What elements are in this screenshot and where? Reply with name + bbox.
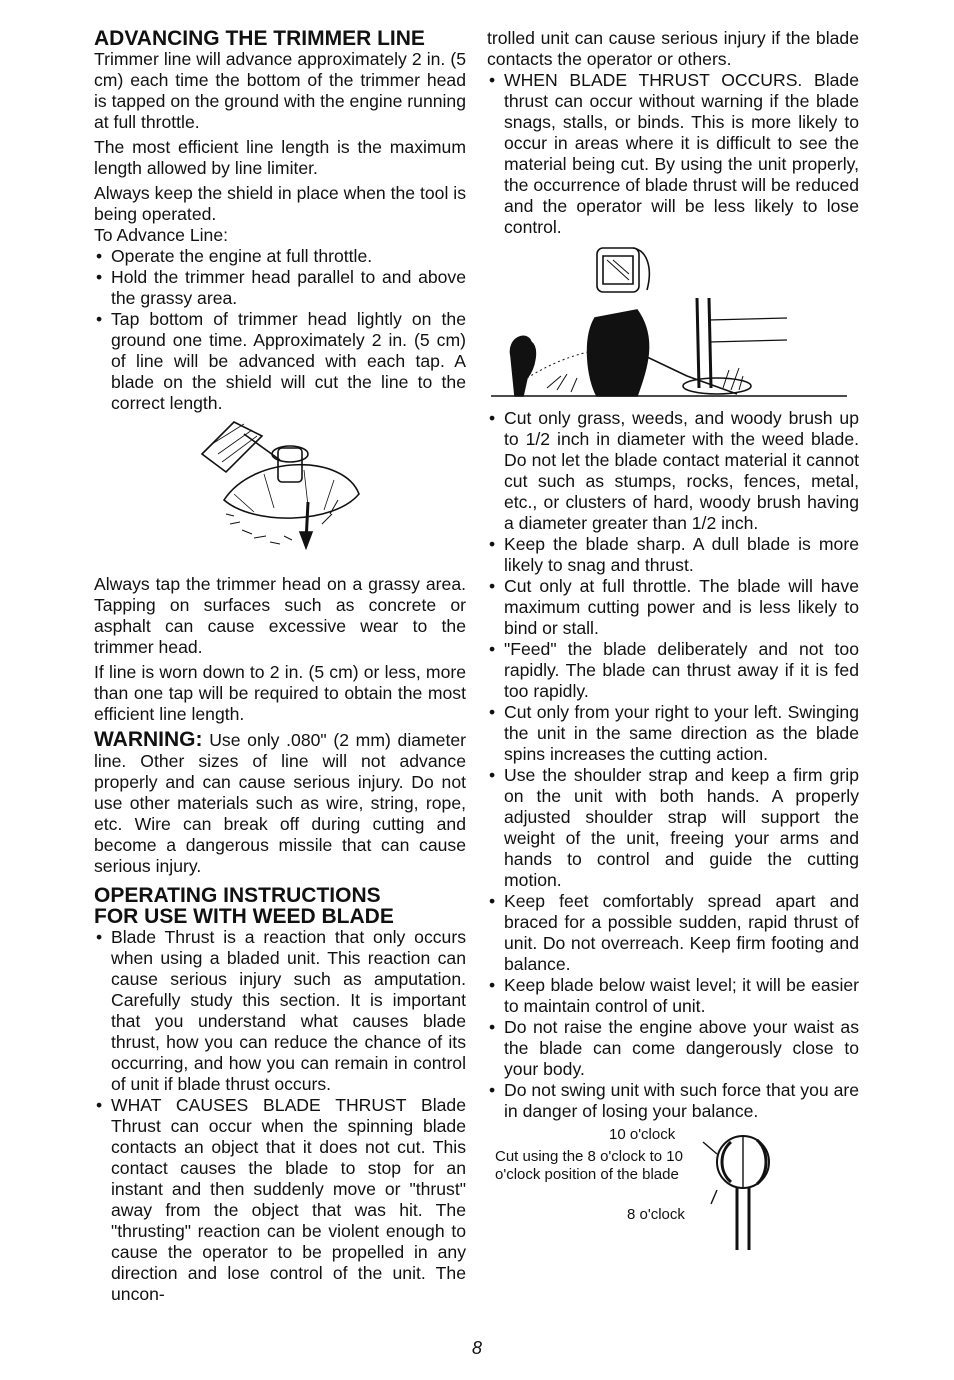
warning-text: Use only .080" (2 mm) diameter line. Other sizes of line will not advance properly and can cause serious injury. Do not use other materials such as wire, string, rope, etc. Wire can break off during cutting and become a dangerous missile that can cause serious injury. — [94, 730, 466, 876]
trimmer-head-illustration — [94, 414, 466, 574]
list-item: • Do not swing unit with such force that you are in danger of losing your balance. — [487, 1080, 859, 1122]
list-item: • Cut only from your right to your left. Swinging the unit in the same direction as the blade spins increases the cutting action. — [487, 702, 859, 765]
paragraph: If line is worn down to 2 in. (5 cm) or less, more than one tap will be required to obtain the most efficient line length. — [94, 662, 466, 724]
heading-weed-blade: FOR USE WITH WEED BLADE — [94, 905, 394, 928]
thrust-occurs-list — [487, 70, 859, 238]
list-item: • WHEN BLADE THRUST OCCURS. Blade thrust can occur without warning if the blade snags, stalls, or binds. This is more likely to occur in areas where it is difficult to see the material being cut. By using the unit properly, the occurrence of blade thrust will be reduced and the operator will be less likely to lose control. — [487, 70, 859, 238]
paragraph: trolled unit can cause serious injury if the blade contacts the operator or others. — [487, 28, 859, 69]
blade-clock-diagram — [697, 1122, 787, 1252]
paragraph: Trimmer line will advance approximately 2 in. (5 cm) each time the bottom of the trimmer head is tapped on the ground with the engine running at full throttle. — [94, 49, 466, 132]
right-column — [487, 28, 859, 1252]
list-item: • Blade Thrust is a reaction that only occurs when using a bladed unit. This reaction can cause serious injury such as amputation. Carefully study this section. It is important that you understand what causes blade thrust, how you can reduce the chance of its occurring, and how you can remain in control of unit if blade thrust occurs. — [94, 927, 466, 1095]
operator-blade-thrust-illustration — [487, 238, 859, 408]
advance-steps-list — [94, 246, 466, 414]
list-item: • Keep blade below waist level; it will be easier to maintain control of unit. — [487, 975, 859, 1017]
paragraph: To Advance Line: — [94, 225, 229, 245]
list-item: • Hold the trimmer head parallel to and above the grassy area. — [94, 267, 466, 309]
label-8-oclock: 8 o'clock — [627, 1206, 685, 1223]
list-item: • Cut only at full throttle. The blade will have maximum cutting power and is less likely to bind or stall. — [487, 576, 859, 639]
heading-operating-instructions: OPERATING INSTRUCTIONS — [94, 884, 381, 907]
clock-position-figure — [487, 1122, 859, 1252]
list-item: • Keep the blade sharp. A dull blade is more likely to snag and thrust. — [487, 534, 859, 576]
list-item: • "Feed" the blade deliberately and not too rapidly. The blade can thrust away if it is fed too rapidly. — [487, 639, 859, 702]
paragraph: The most efficient line length is the maximum length allowed by line limiter. — [94, 137, 466, 178]
list-item: • Keep feet comfortably spread apart and braced for a possible sudden, rapid thrust of unit. Do not overreach. Keep firm footing and balance. — [487, 891, 859, 975]
list-item: • Use the shoulder strap and keep a firm grip on the unit with both hands. A properly adjusted shoulder strap will support the weight of the unit, freeing your arms and hands to control and guide the cutting motion. — [487, 765, 859, 891]
list-item: • Tap bottom of trimmer head lightly on the ground one time. Approximately 2 in. (5 cm) of line will be advanced with each tap. A blade on the shield will cut the line to the correct length. — [94, 309, 466, 414]
list-item: • Do not raise the engine above your waist as the blade can come dangerously close to your body. — [487, 1017, 859, 1080]
blade-thrust-list — [94, 927, 466, 1305]
warning-paragraph — [94, 729, 466, 877]
page-number: 8 — [472, 1338, 483, 1358]
warning-label: WARNING: — [94, 728, 203, 751]
list-item: • Cut only grass, weeds, and woody brush up to 1/2 inch in diameter with the weed blade. Do not let the blade contact material it cannot cut such as stumps, rocks, fences, metal, etc., or clusters of hard, woody brush having a diameter greater than 1/2 inch. — [487, 408, 859, 534]
heading-advancing-line: ADVANCING THE TRIMMER LINE — [94, 27, 425, 50]
paragraph: Always keep the shield in place when the tool is being operated. — [94, 183, 466, 224]
label-10-oclock: 10 o'clock — [609, 1126, 676, 1143]
paragraph: Always tap the trimmer head on a grassy area. Tapping on surfaces such as concrete or asphalt can cause excessive wear to the trimmer head. — [94, 574, 466, 657]
left-column — [94, 28, 466, 1305]
list-item: • WHAT CAUSES BLADE THRUST Blade Thrust can occur when the spinning blade contacts an object that it does not cut. This contact causes the blade to stop for an instant and then suddenly move or "thrust" away from the object that was hit. The "thrusting" reaction can be violent enough to cause the operator to be propelled in any direction and lose control of the unit. The uncon- — [94, 1095, 466, 1305]
weed-blade-rules-list — [487, 408, 859, 1122]
list-item: • Operate the engine at full throttle. — [94, 246, 466, 267]
figure-caption: Cut using the 8 o'clock to 10 o'clock position of the blade — [495, 1148, 683, 1183]
